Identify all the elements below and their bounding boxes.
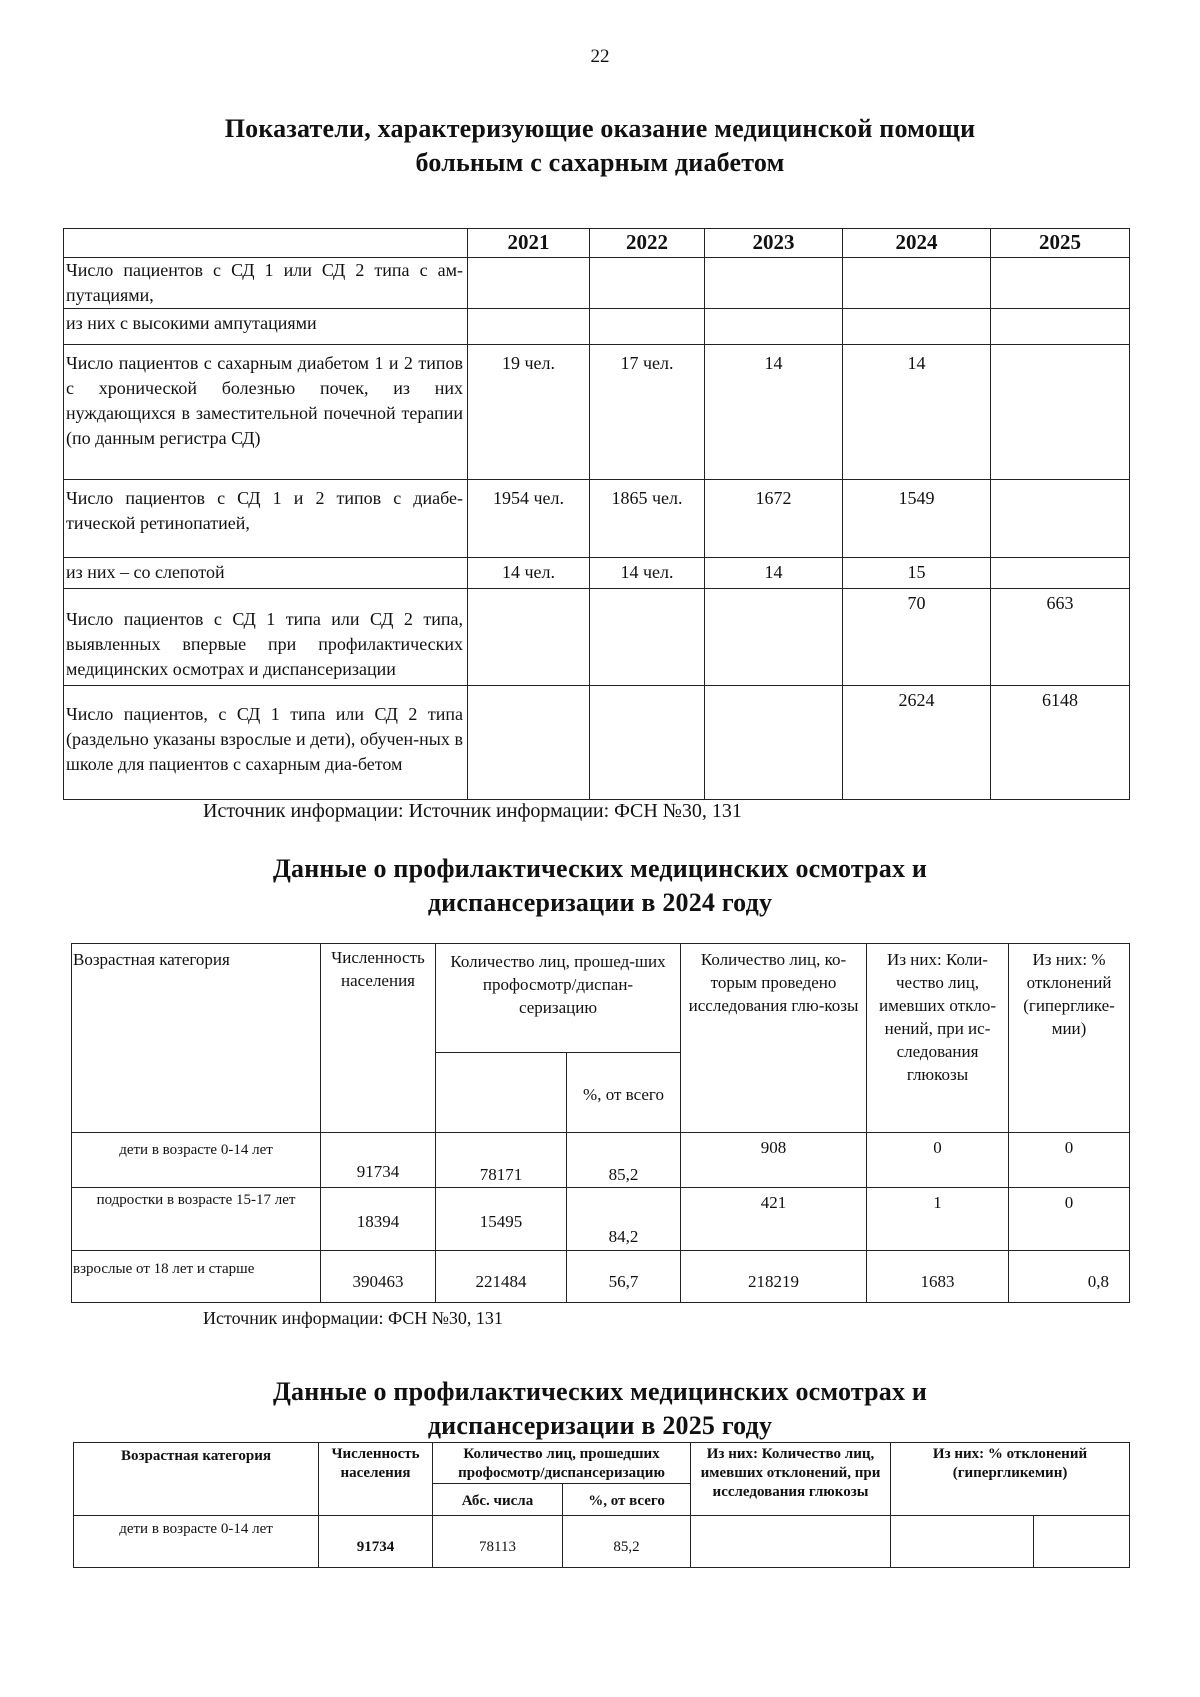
deviations-percent-cell: 0,8 bbox=[1009, 1251, 1130, 1303]
percent-cell: 56,7 bbox=[567, 1251, 681, 1303]
section1-title-line2: больным с сахарным диабетом bbox=[415, 148, 785, 177]
section3-title-line1: Данные о профилактических медицинских осмотрах и bbox=[272, 1377, 928, 1406]
deviations-cell bbox=[691, 1516, 891, 1568]
checkups-2025-table bbox=[73, 1442, 1130, 1568]
table-cell bbox=[468, 258, 590, 309]
table-cell: 14 bbox=[843, 345, 991, 480]
row-label: Число пациентов с СД 1 типа или СД 2 типа, выявленных впервые при профилактических медицинских осмотрах и диспансеризации bbox=[64, 589, 468, 686]
abs-subheader bbox=[436, 1053, 567, 1133]
checkups-2024-table bbox=[71, 943, 1130, 1303]
table-cell bbox=[468, 309, 590, 345]
glucose-cell: 421 bbox=[681, 1188, 867, 1251]
diabetes-indicators-table bbox=[63, 228, 1130, 800]
age-category-cell: дети в возрасте 0-14 лет bbox=[72, 1133, 321, 1188]
deviations-percent-cell: 0 bbox=[1009, 1133, 1130, 1188]
table-row bbox=[64, 345, 1130, 480]
table-cell bbox=[991, 345, 1130, 480]
deviations-percent-header: Из них: % отклонений (гиперглике-мии) bbox=[1009, 944, 1130, 1133]
glucose-cell: 218219 bbox=[681, 1251, 867, 1303]
table-cell bbox=[705, 686, 843, 800]
age-category-cell: дети в возрасте 0-14 лет bbox=[74, 1516, 319, 1568]
passed-cell: 15495 bbox=[436, 1188, 567, 1251]
passed-checkup-header: Количество лиц, прошедших профосмотр/диспансеризацию bbox=[433, 1443, 691, 1484]
table-cell bbox=[991, 309, 1130, 345]
section3-title-line2: диспансеризации в 2025 году bbox=[427, 1411, 773, 1440]
row-label: Число пациентов с СД 1 и 2 типов с диабе-тической ретинопатией, bbox=[64, 480, 468, 558]
table-header-row bbox=[64, 229, 1130, 258]
passed-checkup-header: Количество лиц, прошед-ших профосмотр/диспан-серизацию bbox=[436, 944, 681, 1053]
table-cell bbox=[590, 258, 705, 309]
table-cell: 1672 bbox=[705, 480, 843, 558]
percent-cell: 84,2 bbox=[567, 1188, 681, 1251]
row-label: из них с высокими ампутациями bbox=[64, 309, 468, 345]
table-cell: 17 чел. bbox=[590, 345, 705, 480]
table-cell bbox=[590, 686, 705, 800]
year-header: 2025 bbox=[991, 229, 1130, 258]
table-cell bbox=[468, 589, 590, 686]
population-cell: 91734 bbox=[319, 1516, 433, 1568]
deviations-cell: 1683 bbox=[867, 1251, 1009, 1303]
table-row bbox=[72, 1251, 1130, 1303]
deviations-count-header: Из них: Коли-чество лиц, имевших откло-нений, при ис-следования глюкозы bbox=[867, 944, 1009, 1133]
table-cell bbox=[468, 686, 590, 800]
deviations-cell: 0 bbox=[867, 1133, 1009, 1188]
table-row bbox=[64, 589, 1130, 686]
table-row bbox=[64, 480, 1130, 558]
table-cell: 14 bbox=[705, 558, 843, 589]
population-cell: 390463 bbox=[321, 1251, 436, 1303]
deviations-percent-cell: 0 bbox=[1009, 1188, 1130, 1251]
section2-source: Источник информации: ФСН №30, 131 bbox=[203, 1308, 503, 1328]
percent-subheader: %, от всего bbox=[567, 1053, 681, 1133]
glucose-cell: 908 bbox=[681, 1133, 867, 1188]
table-row bbox=[64, 686, 1130, 800]
table-cell: 14 чел. bbox=[590, 558, 705, 589]
table-cell: 19 чел. bbox=[468, 345, 590, 480]
row-label: Число пациентов с сахарным диабетом 1 и 2 типов с хронической болезнью почек, из них нуждающихся в заместительной почечной терапии (по данным регистра СД) bbox=[64, 345, 468, 480]
abs-cell: 78113 bbox=[433, 1516, 563, 1568]
table-cell bbox=[590, 309, 705, 345]
glucose-tested-header: Количество лиц, ко-торым проведено исследования глю-козы bbox=[681, 944, 867, 1133]
table-header-row bbox=[72, 944, 1130, 1053]
deviations-cell: 1 bbox=[867, 1188, 1009, 1251]
table-cell: 1865 чел. bbox=[590, 480, 705, 558]
table-row bbox=[72, 1188, 1130, 1251]
deviations-count-header: Из них: Количество лиц, имевших отклонений, при исследования глюкозы bbox=[691, 1443, 891, 1516]
table-cell bbox=[705, 258, 843, 309]
table-header-row bbox=[74, 1443, 1130, 1484]
table-cell: 663 bbox=[991, 589, 1130, 686]
table-cell bbox=[843, 309, 991, 345]
table-cell: 2624 bbox=[843, 686, 991, 800]
abs-subheader: Абс. числа bbox=[433, 1484, 563, 1516]
percent-cell: 85,2 bbox=[563, 1516, 691, 1568]
page-number: 22 bbox=[590, 46, 610, 67]
population-header: Численность населения bbox=[321, 944, 436, 1133]
passed-cell: 221484 bbox=[436, 1251, 567, 1303]
age-category-cell: взрослые от 18 лет и старше bbox=[72, 1251, 321, 1303]
section1-title-line1: Показатели, характеризующие оказание медицинской помощи bbox=[224, 114, 976, 143]
table-row bbox=[74, 1516, 1130, 1568]
table-cell: 1954 чел. bbox=[468, 480, 590, 558]
population-cell: 91734 bbox=[321, 1133, 436, 1188]
percent-cell: 85,2 bbox=[567, 1133, 681, 1188]
header-empty-cell bbox=[64, 229, 468, 258]
table-cell: 1549 bbox=[843, 480, 991, 558]
table-cell bbox=[991, 558, 1130, 589]
table-cell bbox=[991, 258, 1130, 309]
section2-title-line1: Данные о профилактических медицинских осмотрах и bbox=[272, 854, 928, 883]
deviations-percent-cell bbox=[891, 1516, 1034, 1568]
table-row bbox=[64, 258, 1130, 309]
table-row bbox=[64, 309, 1130, 345]
table-cell bbox=[590, 589, 705, 686]
table-cell bbox=[705, 309, 843, 345]
section2-title-line2: диспансеризации в 2024 году bbox=[427, 888, 773, 917]
year-header: 2022 bbox=[590, 229, 705, 258]
year-header: 2023 bbox=[705, 229, 843, 258]
deviations-percent-cell bbox=[1034, 1516, 1130, 1568]
table-cell: 15 bbox=[843, 558, 991, 589]
deviations-percent-header: Из них: % отклонений (гипергликемин) bbox=[891, 1443, 1130, 1516]
row-label: Число пациентов, с СД 1 типа или СД 2 типа (раздельно указаны взрослые и дети), обучен-ных в школе для пациентов с сахарным диа-бетом bbox=[64, 686, 468, 800]
table-cell: 14 bbox=[705, 345, 843, 480]
population-cell: 18394 bbox=[321, 1188, 436, 1251]
table-cell bbox=[843, 258, 991, 309]
table-row bbox=[64, 558, 1130, 589]
table-cell bbox=[705, 589, 843, 686]
population-header: Численность населения bbox=[319, 1443, 433, 1516]
age-category-header: Возрастная категория bbox=[74, 1443, 319, 1516]
row-label: из них – со слепотой bbox=[64, 558, 468, 589]
year-header: 2021 bbox=[468, 229, 590, 258]
section1-source: Источник информации: Источник информации: ФСН №30, 131 bbox=[203, 800, 742, 822]
year-header: 2024 bbox=[843, 229, 991, 258]
percent-subheader: %, от всего bbox=[563, 1484, 691, 1516]
age-category-cell: подростки в возрасте 15-17 лет bbox=[72, 1188, 321, 1251]
row-label: Число пациентов с СД 1 или СД 2 типа с ам-путациями, bbox=[64, 258, 468, 309]
passed-cell: 78171 bbox=[436, 1133, 567, 1188]
table-cell: 70 bbox=[843, 589, 991, 686]
table-cell bbox=[991, 480, 1130, 558]
age-category-header: Возрастная категория bbox=[72, 944, 321, 1133]
table-row bbox=[72, 1133, 1130, 1188]
table-cell: 14 чел. bbox=[468, 558, 590, 589]
table-cell: 6148 bbox=[991, 686, 1130, 800]
